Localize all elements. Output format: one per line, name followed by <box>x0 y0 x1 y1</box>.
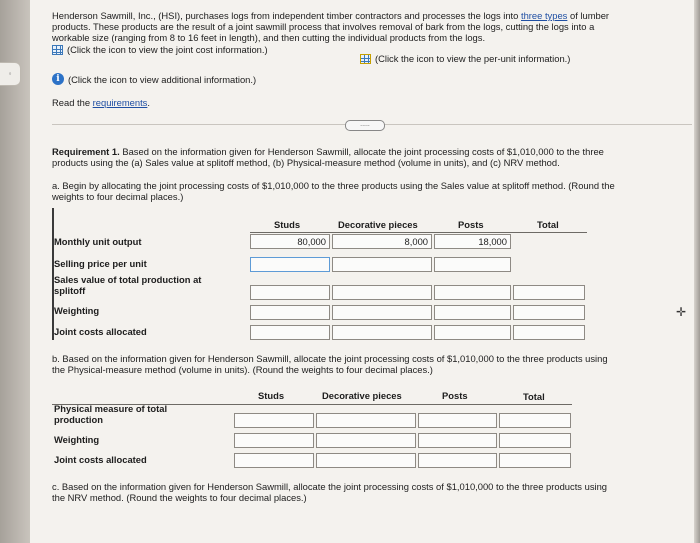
col-header-decorative: Decorative pieces <box>338 219 418 230</box>
b-joint-costs-studs-input[interactable] <box>234 453 314 468</box>
b-col-header-decorative: Decorative pieces <box>322 390 402 401</box>
joint-costs-decorative-input[interactable] <box>332 325 432 340</box>
requirement-1-line-2: products using the (a) Sales value at splitoff method, (b) Physical-measure method (volume in units), and (c) NRV method. <box>52 157 560 168</box>
requirement-1-line-1: Requirement 1. Based on the information given for Henderson Sawmill, allocate the joint processing costs of $1,010,000 to the three <box>52 146 604 157</box>
weighting-posts-input[interactable] <box>434 305 511 320</box>
row-label-sales-value-1: Sales value of total production at <box>54 274 202 285</box>
row-label-joint-costs: Joint costs allocated <box>54 326 147 337</box>
joint-costs-studs-input[interactable] <box>250 325 330 340</box>
b-joint-costs-total-input[interactable] <box>499 453 571 468</box>
weighting-total-input[interactable] <box>513 305 585 320</box>
b-row-label-physical-1: Physical measure of total <box>54 403 168 414</box>
b-joint-costs-decorative-input[interactable] <box>316 453 416 468</box>
mouse-cursor-icon: ✛ <box>676 305 687 319</box>
part-c-line-1: c. Based on the information given for Henderson Sawmill, allocate the joint processing costs of $1,010,000 to the three products using <box>52 481 608 492</box>
table-icon[interactable] <box>52 45 63 55</box>
expand-button[interactable]: ..... <box>345 120 385 131</box>
b-weighting-posts-input[interactable] <box>418 433 497 448</box>
row-label-selling-price: Selling price per unit <box>54 258 147 269</box>
intro-line-2: products. These products are the result of a joint sawmill process that involves removal of bark from the logs, cutting the logs into a <box>52 21 595 32</box>
right-edge <box>694 0 700 543</box>
requirements-link[interactable]: requirements <box>92 97 148 108</box>
part-c-line-2: the NRV method. (Round the weights to four decimal places.) <box>52 492 307 503</box>
b-row-label-joint-costs: Joint costs allocated <box>54 454 147 465</box>
col-header-total: Total <box>537 219 559 230</box>
b-physical-total-input[interactable] <box>499 413 571 428</box>
col-header-posts: Posts <box>458 219 484 230</box>
left-panel-tab[interactable]: ◦ <box>0 62 21 86</box>
part-a-line-1: a. Begin by allocating the joint processing costs of $1,010,000 to the three products using the Sales value at splitoff method. (Round the <box>52 180 615 191</box>
info-icon[interactable]: i <box>52 73 64 85</box>
b-row-label-weighting: Weighting <box>54 434 100 445</box>
additional-info-text[interactable]: (Click the icon to view additional information.) <box>68 73 257 85</box>
joint-cost-info-link[interactable] <box>52 44 268 55</box>
weighting-studs-input[interactable] <box>250 305 330 320</box>
selling-price-decorative-input[interactable] <box>332 257 432 272</box>
weighting-decorative-input[interactable] <box>332 305 432 320</box>
b-joint-costs-posts-input[interactable] <box>418 453 497 468</box>
monthly-output-posts: 18,000 <box>434 234 511 249</box>
per-unit-link-text[interactable]: (Click the icon to view the per-unit information.) <box>375 53 571 64</box>
b-row-label-physical-2: production <box>54 414 103 425</box>
additional-info-link[interactable] <box>52 73 256 85</box>
header-underline <box>250 232 587 233</box>
per-unit-info-link[interactable] <box>360 53 570 64</box>
row-label-sales-value-2: splitoff <box>54 285 86 296</box>
intro-line-3: workable size (ranging from 8 to 16 feet in length), and then cutting the individual products from the logs. <box>52 32 486 43</box>
three-types-link[interactable]: three types <box>520 10 568 21</box>
b-physical-decorative-input[interactable] <box>316 413 416 428</box>
problem-page <box>30 0 694 543</box>
read-requirements: Read the requirements. <box>52 97 150 108</box>
selling-price-posts-input[interactable] <box>434 257 511 272</box>
b-physical-posts-input[interactable] <box>418 413 497 428</box>
b-weighting-total-input[interactable] <box>499 433 571 448</box>
intro-line-1: Henderson Sawmill, Inc., (HSI), purchases logs from independent timber contractors and processes the logs into three types of lumber <box>52 10 610 21</box>
sales-value-total-input[interactable] <box>513 285 585 300</box>
monthly-output-decorative: 8,000 <box>332 234 432 249</box>
b-col-header-posts: Posts <box>442 390 468 401</box>
sales-value-decorative-input[interactable] <box>332 285 432 300</box>
col-header-studs: Studs <box>274 219 301 230</box>
monthly-output-studs: 80,000 <box>250 234 330 249</box>
joint-costs-posts-input[interactable] <box>434 325 511 340</box>
b-physical-studs-input[interactable] <box>234 413 314 428</box>
part-b-line-1: b. Based on the information given for Henderson Sawmill, allocate the joint processing costs of $1,010,000 to the three products using <box>52 353 608 364</box>
row-label-monthly-output: Monthly unit output <box>54 236 142 247</box>
b-col-header-studs: Studs <box>258 390 285 401</box>
b-weighting-studs-input[interactable] <box>234 433 314 448</box>
sales-value-studs-input[interactable] <box>250 285 330 300</box>
b-weighting-decorative-input[interactable] <box>316 433 416 448</box>
part-b-line-2: the Physical-measure method (volume in units). (Round the weights to four decimal places.) <box>52 364 433 375</box>
selling-price-studs-input[interactable] <box>250 257 330 272</box>
sales-value-posts-input[interactable] <box>434 285 511 300</box>
joint-costs-total-input[interactable] <box>513 325 585 340</box>
table-icon[interactable] <box>360 54 371 64</box>
joint-cost-link-text[interactable]: (Click the icon to view the joint cost information.) <box>67 44 268 55</box>
row-label-weighting: Weighting <box>54 305 100 316</box>
part-a-line-2: weights to four decimal places.) <box>52 191 184 202</box>
b-col-header-total: Total <box>523 391 545 402</box>
